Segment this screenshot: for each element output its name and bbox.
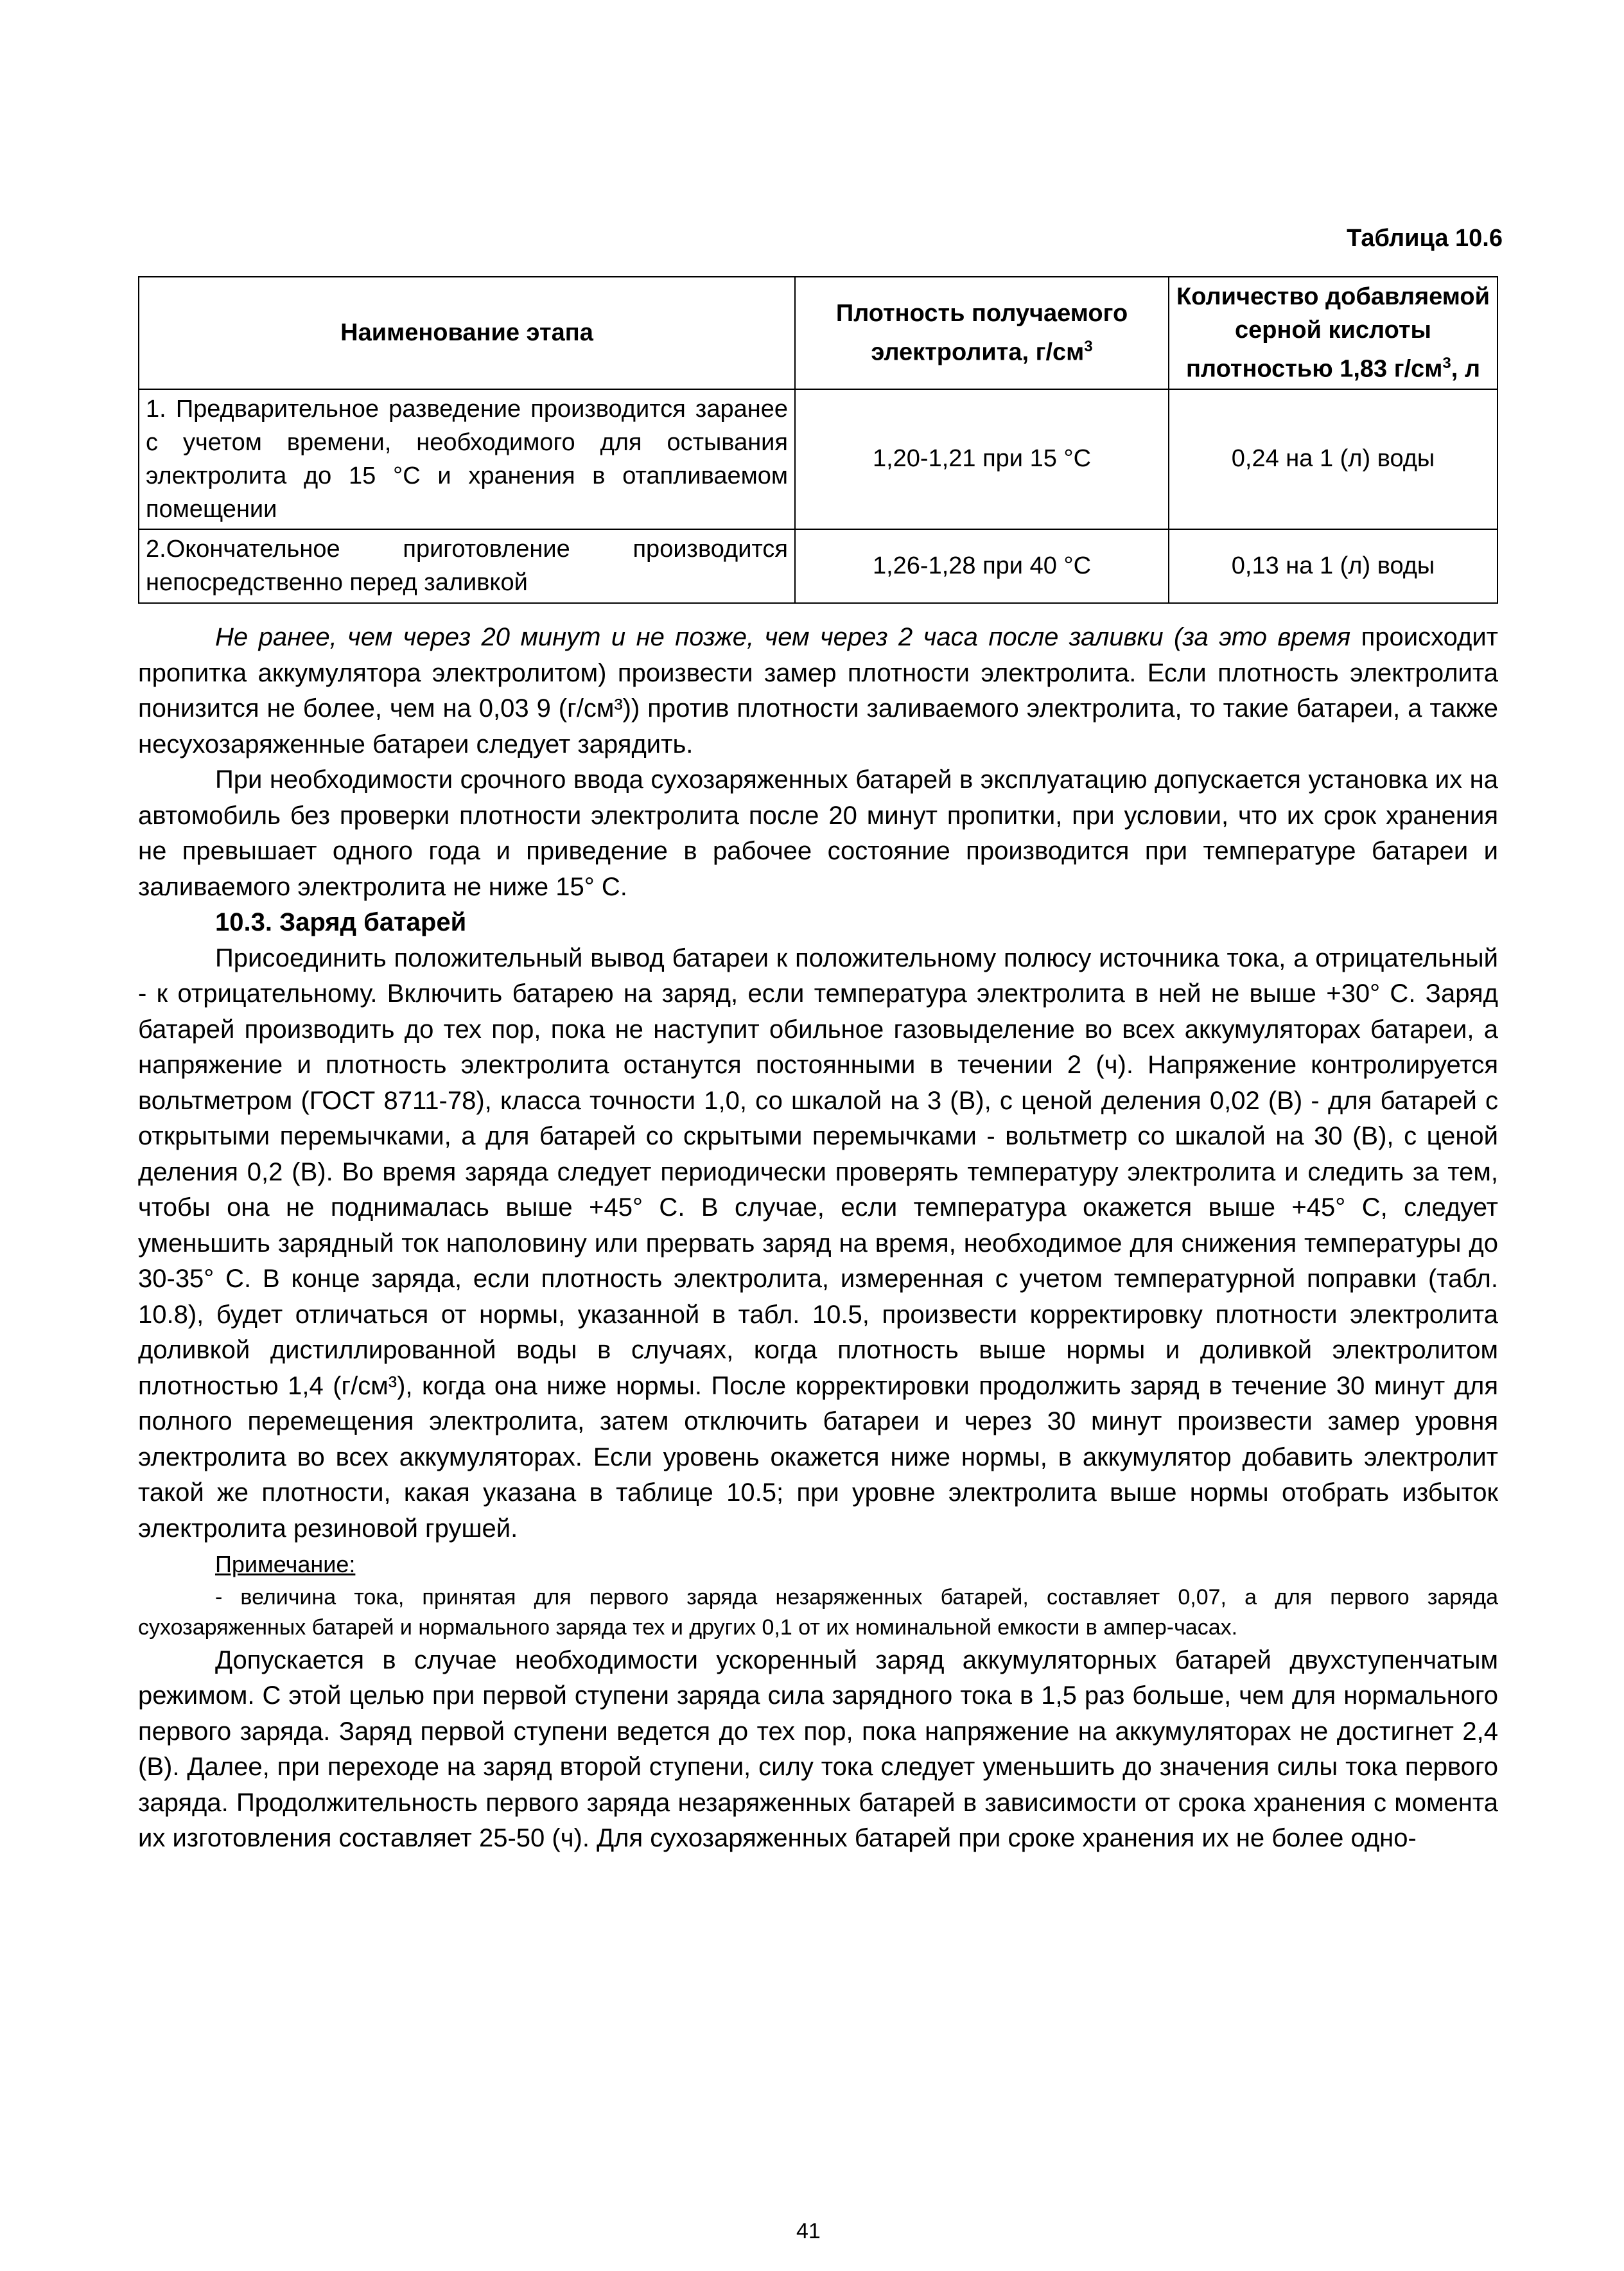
paragraph-charging: Присоединить положительный вывод батареи к положительному полюсу источника тока, а отрицательный - к отрицательному. Включить батарею на заряд, если температура электролита в ней не выше +30° С. Заряд батарей производить до тех пор, пока не наступит обильное газовыделение во всех аккумуляторах батареи, а напряжение и плотность электролита останутся постоянными в течении 2 (ч). Напряжение контролируется вольтметром (ГОСТ 8711-78), класса точности 1,0, со шкалой на 3 (В), с ценой деления 0,02 (В) - для батарей с открытыми перемычками, а для батарей со скрытыми перемычками - вольтметр со шкалой на 30 (В), с ценой деления 0,2 (В). Во время заряда следует периодически проверять температуру электролита и следить за тем, чтобы она не поднималась выше +45° С. В случае, если температура окажется выше +45° С, следует уменьшить зарядный ток наполовину или прервать заряд на время, необходимое для снижения температуры до 30-35° С. В конце заряда, если плотность электролита, измеренная с учетом температурной поправки (табл. 10.8), будет отличаться от нормы, указанной в табл. 10.5, произвести корректировку плотности электролита доливкой дистиллированной воды в случаях, когда плотность выше нормы и доливкой электролитом плотностью 1,4 (г/см³), когда она ниже нормы. После корректировки продолжить заряд в течение 30 минут для полного перемещения электролита, затем отключить батареи и через 30 минут произвести замер уровня электролита во всех аккумуляторах. Если уровень окажется ниже нормы, в аккумулятор добавить электролит такой же плотности, какая указана в таблице 10.5; при уровне электролита выше нормы отобрать избыток электролита резиновой грушей.	[138, 943, 1498, 1543]
electrolyte-table	[138, 276, 1498, 604]
body-text	[138, 620, 1498, 1857]
italic-lead: Не ранее, чем через 20 минут и не позже, чем через 2 часа после заливки (за это время	[215, 623, 1351, 651]
header-density: Плотность получаемого электролита, $г/см^3$	[795, 277, 1169, 389]
table-header-row	[139, 277, 1497, 389]
table-row	[139, 389, 1497, 529]
paragraph-accelerated-charge: Допускается в случае необходимости ускоренный заряд аккумуляторных батарей двухступенчатым режимом. С этой целью при первой ступени заряда сила зарядного тока в 1,5 раз больше, чем для нормального первого заряда. Заряд первой ступени ведется до тех пор, пока напряжение на аккумуляторах не достигнет 2,4 (В). Далее, при переходе на заряд второй ступени, силу тока следует уменьшить до значения силы тока первого заряда. Продолжительность первого заряда незаряженных батарей в зависимости от срока хранения с момента их изготовления составляет 25-50 (ч). Для сухозаряженных батарей при сроке хранения их не более одно-	[138, 1645, 1498, 1852]
table-caption: Таблица 10.6	[1347, 225, 1503, 252]
page-number: 41	[796, 2219, 821, 2243]
stage-name-cell: 1. Предварительное разведение производится заранее с учетом времени, необходимого для остывания электролита до 15 °С и хранения в отапливаемом помещении	[139, 389, 795, 529]
header-stage-name: Наименование этапа	[139, 277, 795, 389]
density-cell: 1,26-1,28 при 40 °С	[795, 529, 1169, 603]
header-acid-quantity: Количество добавляемой серной кислоты плотностью 1,83 $г/см^3$, л	[1169, 277, 1497, 389]
stage-name-cell: 2.Окончательное приготовление производится непосредственно перед заливкой	[139, 529, 795, 603]
paragraph-after-filling: Не ранее, чем через 20 минут и не позже, чем через 2 часа после заливки (за это время происходит пропитка аккумулятора электролитом) произвести замер плотности электролита. Если плотность электролита понизится не более, чем на 0,03 9 (г/см³)) против плотности заливаемого электролита, то такие батареи, а также несухозаряженные батареи следует зарядить.	[138, 623, 1499, 758]
section-heading: 10.3. Заряд батарей	[215, 908, 467, 936]
paragraph-urgent-commissioning: При необходимости срочного ввода сухозаряженных батарей в эксплуатацию допускается установка их на автомобиль без проверки плотности электролита после 20 минут пропитки, при условии, что их срок хранения не превышает одного года и приведение в рабочее состояние производится при температуре батареи и заливаемого электролита не ниже 15° С.	[138, 766, 1498, 901]
note-text: - величина тока, принятая для первого заряда незаряженных батарей, составляет 0,07, а для первого заряда сухозаряженных батарей и нормального заряда тех и других 0,1 от их номинальной емкости в ампер-часах.	[138, 1584, 1498, 1640]
table-row	[139, 529, 1497, 603]
density-cell: 1,20-1,21 при 15 °С	[795, 389, 1169, 529]
acid-cell: 0,13 на 1 (л) воды	[1169, 529, 1497, 603]
note-title: Примечание:	[215, 1551, 356, 1577]
acid-cell: 0,24 на 1 (л) воды	[1169, 389, 1497, 529]
